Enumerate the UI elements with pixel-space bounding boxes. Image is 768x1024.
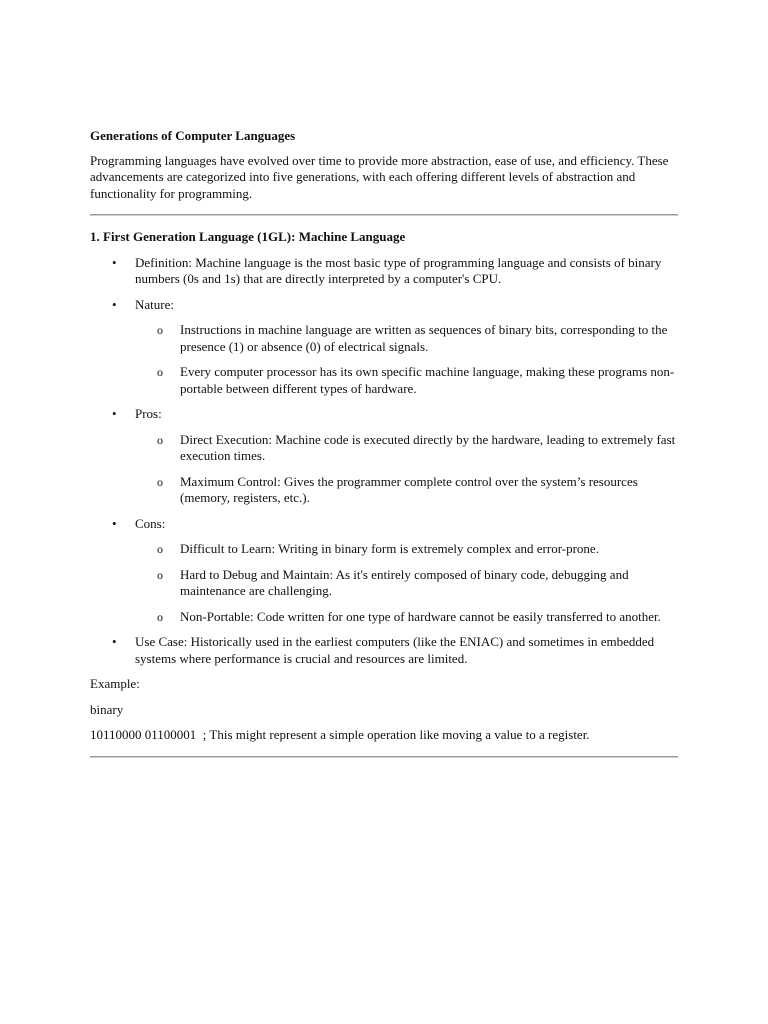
- circle-bullet-icon: o: [157, 323, 163, 337]
- circle-bullet-icon: o: [157, 474, 163, 489]
- list-item: [135, 541, 678, 558]
- circle-bullet-icon: o: [157, 432, 163, 447]
- cons-sublist: [135, 541, 678, 625]
- pros-label: Pros:: [135, 406, 162, 421]
- cons-item-text: Hard to Debug and Maintain: As it's entirely composed of binary code, debugging and maintenance are challenging.: [180, 566, 629, 598]
- list-item-nature: [90, 297, 678, 398]
- pros-item-text: Direct Execution: Machine code is executed directly by the hardware, leading to extremely fast execution times.: [180, 431, 676, 463]
- bullet-icon: •: [112, 254, 117, 270]
- circle-bullet-icon: o: [157, 567, 163, 582]
- section-heading: 1. First Generation Language (1GL): Machine Language: [90, 229, 406, 244]
- nature-item-text: Instructions in machine language are written as sequences of binary bits, corresponding to the presence (1) or absence (0) of electrical signals.: [180, 322, 668, 354]
- pros-sublist: [135, 432, 678, 507]
- nature-label: Nature:: [135, 296, 174, 312]
- nature-sublist: [135, 322, 678, 397]
- list-item-use-case: [90, 634, 678, 667]
- cons-item-text: Difficult to Learn: Writing in binary form is extremely complex and error-prone.: [180, 541, 599, 556]
- section-divider: [90, 214, 678, 216]
- code-example-line: 10110000 01100001 ; This might represent a simple operation like moving a value to a register.: [90, 727, 590, 742]
- circle-bullet-icon: o: [157, 365, 163, 379]
- list-item: [135, 474, 678, 507]
- document-page: [90, 128, 678, 758]
- intro-paragraph: Programming languages have evolved over time to provide more abstraction, ease of use, and efficiency. These advancements are categorized into five generations, with each offering different levels of abstraction and functionality for programming.: [90, 152, 669, 201]
- list-item: [135, 609, 678, 626]
- list-item: [135, 322, 678, 355]
- document-title: Generations of Computer Languages: [90, 128, 296, 143]
- list-item: [135, 567, 678, 600]
- example-label: Example:: [90, 676, 140, 691]
- list-item-definition: [90, 255, 678, 288]
- circle-bullet-icon: o: [157, 542, 163, 556]
- pros-item-text: Maximum Control: Gives the programmer complete control over the system’s resources (memory, registers, etc.).: [180, 473, 638, 505]
- definition-text: Definition: Machine language is the most basic type of programming language and consists of binary numbers (0s and 1s) that are directly interpreted by a computer's CPU.: [135, 254, 662, 286]
- list-item: [135, 432, 678, 465]
- list-item-pros: [90, 406, 678, 507]
- list-item-cons: [90, 516, 678, 626]
- bullet-list: [90, 255, 678, 668]
- nature-item-text: Every computer processor has its own specific machine language, making these programs non-portable between different types of hardware.: [180, 364, 675, 396]
- use-case-text: Use Case: Historically used in the earliest computers (like the ENIAC) and sometimes in embedded systems where performance is crucial and resources are limited.: [135, 634, 655, 666]
- code-language-label: binary: [90, 701, 124, 717]
- bullet-icon: •: [112, 515, 117, 531]
- bullet-icon: •: [112, 634, 117, 649]
- cons-item-text: Non-Portable: Code written for one type of hardware cannot be easily transferred to another.: [180, 608, 661, 624]
- bullet-icon: •: [112, 406, 117, 421]
- circle-bullet-icon: o: [157, 609, 163, 624]
- section-divider: [90, 756, 678, 758]
- bullet-icon: •: [112, 296, 117, 312]
- list-item: [135, 364, 678, 397]
- cons-label: Cons:: [135, 515, 166, 531]
